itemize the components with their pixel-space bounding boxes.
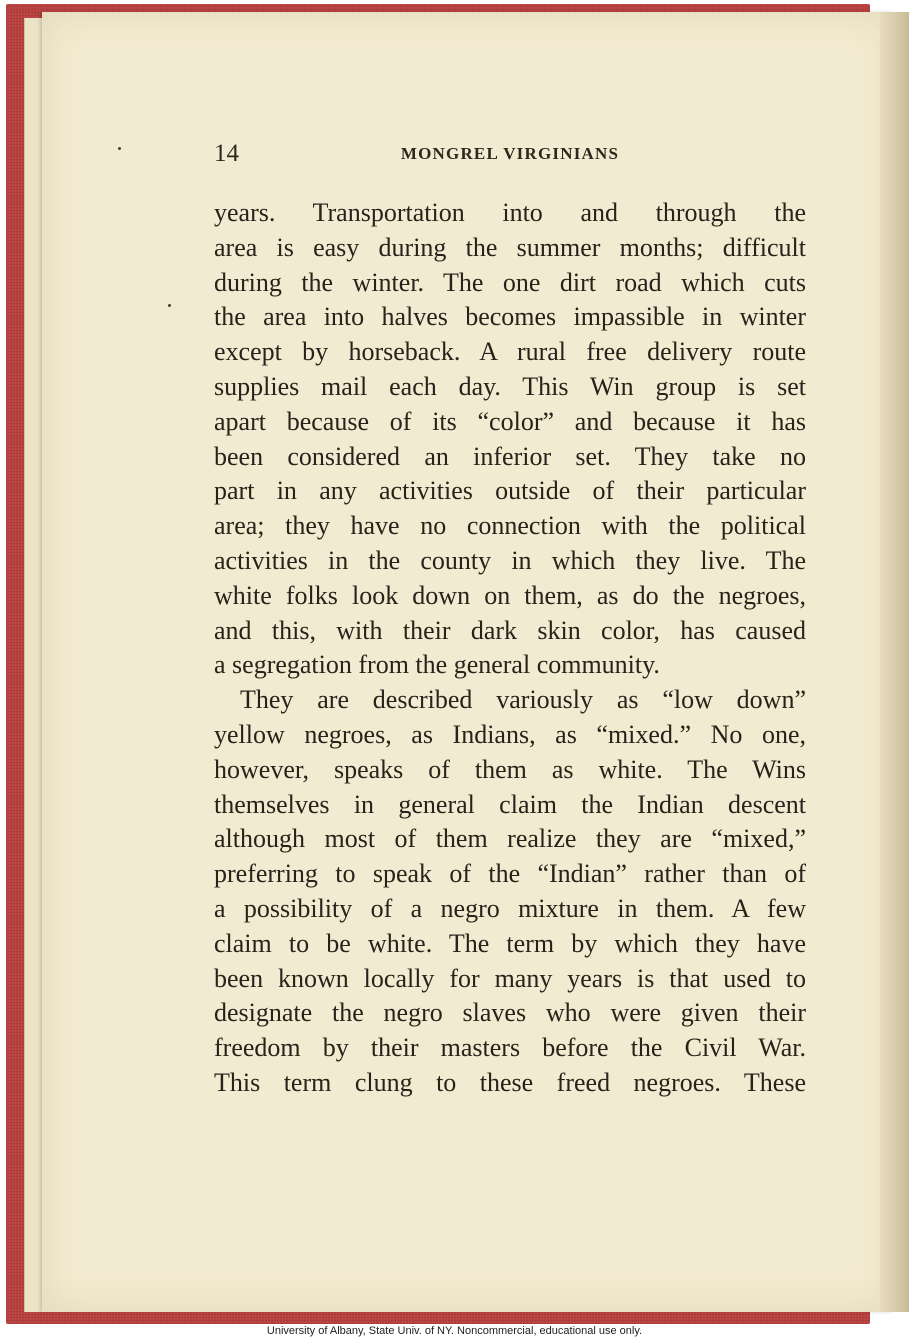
text-line: themselves in general claim the Indian descent: [214, 789, 806, 819]
page-number: 14: [214, 140, 239, 167]
text-line: apart because of its “color” and because it has: [214, 406, 806, 436]
text-line: a possibility of a negro mixture in them. A few: [214, 893, 806, 923]
text-line: claim to be white. The term by which they have: [214, 928, 806, 958]
text-line: preferring to speak of the “Indian” rather than of: [214, 859, 806, 889]
text-line: white folks look down on them, as do the negroes,: [214, 580, 806, 610]
text-line: part in any activities outside of their particular: [214, 476, 806, 506]
text-line: freedom by their masters before the Civil War.: [214, 1033, 806, 1063]
text-line: years. Transportation into and through the: [214, 198, 806, 227]
text-line: however, speaks of them as white. The Wins: [214, 754, 806, 784]
paper-speck: [168, 304, 171, 307]
running-title: MONGREL VIRGINIANS: [400, 144, 620, 163]
text-line: and this, with their dark skin color, has caused: [214, 615, 806, 645]
text-line: designate the negro slaves who were given their: [214, 998, 806, 1028]
page-header: [214, 140, 806, 172]
text-line: area is easy during the summer months; difficult: [214, 232, 806, 262]
text-line: been known locally for many years is that used to: [214, 963, 806, 993]
usage-credit: University of Albany, State Univ. of NY. Noncommercial, educational use only.: [266, 1325, 643, 1337]
text-line: during the winter. The one dirt road which cuts: [214, 267, 806, 297]
text-line: been considered an inferior set. They take no: [214, 441, 806, 471]
page-gutter: [880, 12, 909, 1312]
text-line: except by horseback. A rural free delivery route: [214, 337, 806, 367]
text-line: They are described variously as “low down”: [240, 685, 806, 715]
text-line: although most of them realize they are “mixed,”: [214, 824, 806, 854]
text-line: a segregation from the general community.: [214, 650, 660, 680]
paper-speck: [118, 147, 121, 150]
text-line: area; they have no connection with the political: [214, 511, 806, 541]
text-line: yellow negroes, as Indians, as “mixed.” No one,: [214, 719, 806, 749]
body-text: [214, 196, 806, 1101]
text-line: the area into halves becomes impassible in winter: [214, 302, 806, 332]
text-line: activities in the county in which they live. The: [214, 545, 806, 575]
text-line: supplies mail each day. This Win group is set: [214, 371, 806, 401]
text-line: This term clung to these freed negroes. These: [214, 1067, 806, 1097]
